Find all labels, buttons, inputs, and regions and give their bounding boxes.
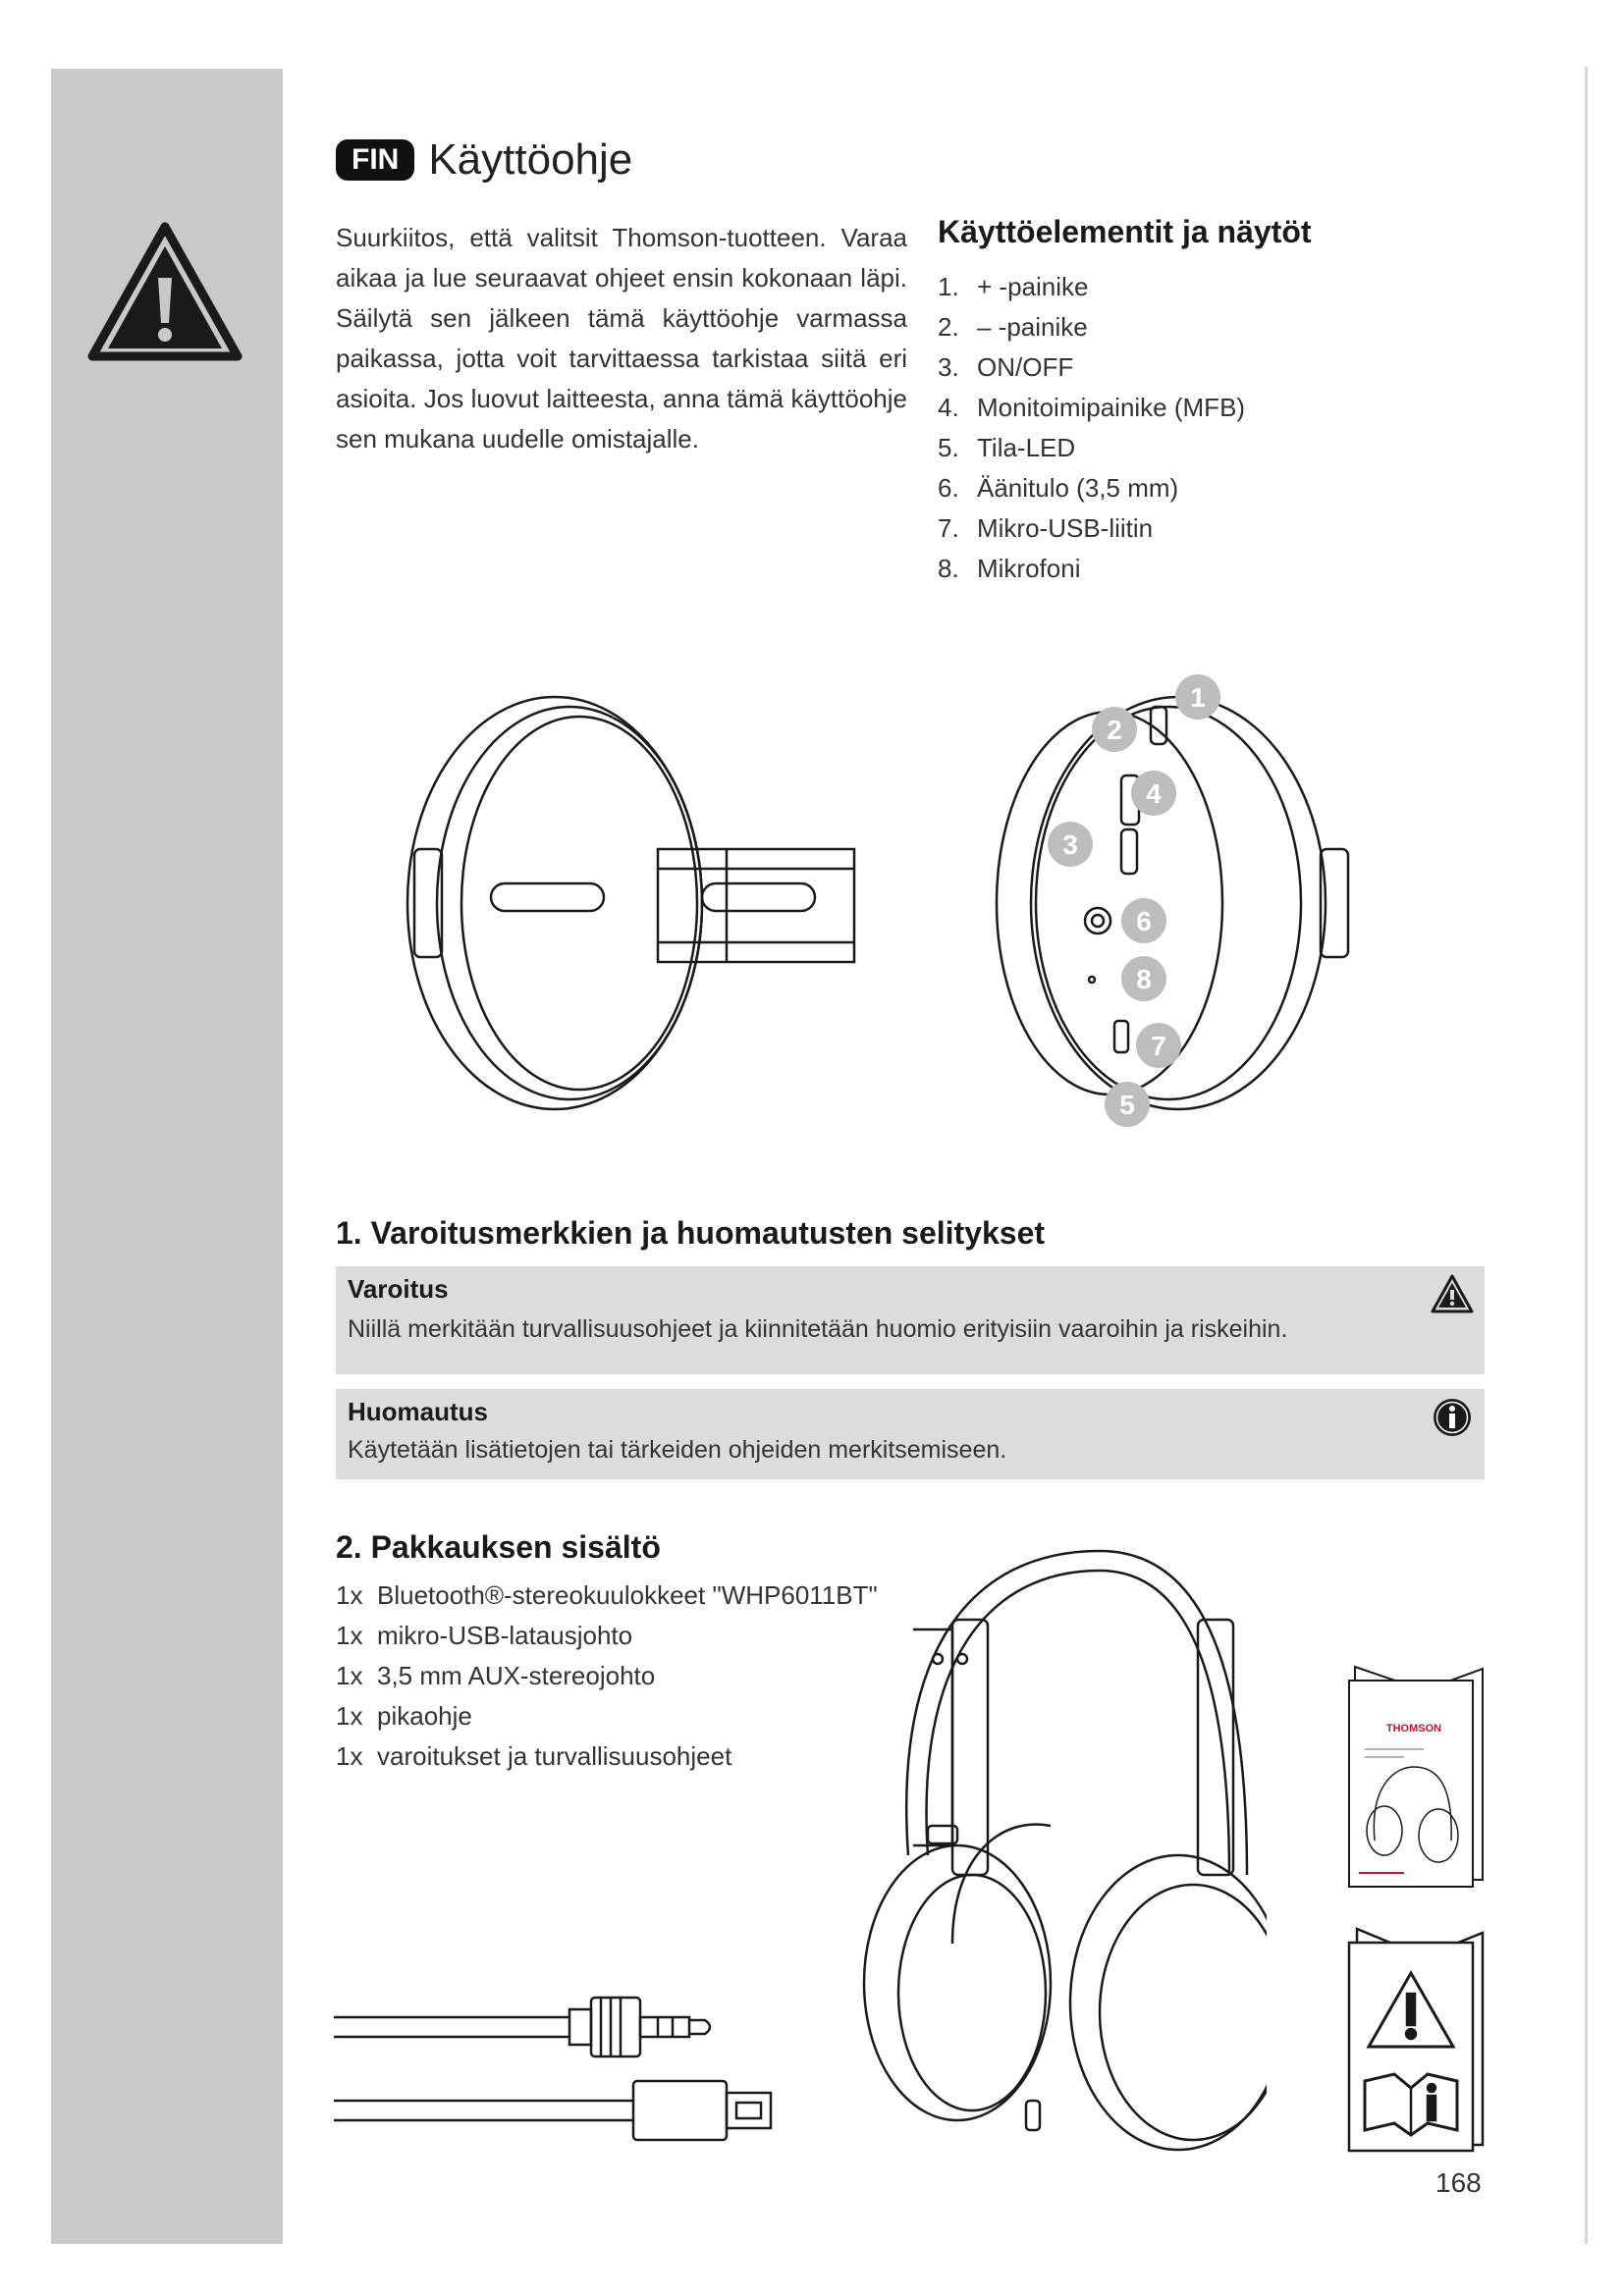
- control-item: 6. Äänitulo (3,5 mm): [938, 473, 1179, 503]
- warning-title: Varoitus: [348, 1274, 449, 1304]
- warning-triangle-icon: [86, 221, 244, 363]
- quick-guide-booklet: [1345, 1659, 1488, 1890]
- package-item: 1x pikaohje: [336, 1701, 472, 1731]
- note-text: Käytetään lisätietojen tai tärkeiden ohjeiden merkitsemiseen.: [348, 1436, 1007, 1464]
- callout-3: 3: [1062, 829, 1078, 860]
- intro-paragraph: Suurkiitos, että valitsit Thomson-tuotteen. Varaa aikaa ja lue seuraavat ohjeet ensin kokonaan läpi. Säilytä sen jälkeen tämä käyttöohje varmassa paikassa, jotta voit tarvittaessa tarkistaa siitä eri asioita. Jos luovut laitteesta, anna tämä käyttöohje sen mukana uudelle omistajalle.: [336, 223, 907, 454]
- page-title: Käyttöohje: [428, 135, 633, 184]
- right-margin-line: [1585, 67, 1588, 2244]
- package-item: 1x 3,5 mm AUX-stereojohto: [336, 1661, 656, 1690]
- callout-2: 2: [1107, 715, 1122, 745]
- page-number: 168: [1435, 2167, 1482, 2198]
- safety-instructions-booklet: [1345, 1919, 1488, 2155]
- control-item: 3. ON/OFF: [938, 352, 1074, 382]
- headphone-controls-diagram: [393, 667, 1375, 1139]
- callout-4: 4: [1146, 778, 1162, 809]
- cables-illustration: [334, 1973, 776, 2160]
- headphone-illustration: [854, 1531, 1267, 2160]
- warning-text: Niillä merkitään turvallisuusohjeet ja kiinnitetään huomio erityisiin vaaroihin ja riskeihin.: [348, 1315, 1288, 1343]
- callout-5: 5: [1119, 1090, 1135, 1120]
- control-item: 1. + -painike: [938, 272, 1089, 301]
- callout-6: 6: [1136, 906, 1152, 936]
- control-item: 8. Mikrofoni: [938, 554, 1081, 583]
- control-item: 7. Mikro-USB-liitin: [938, 513, 1154, 543]
- control-item: 5. Tila-LED: [938, 433, 1076, 462]
- callout-8: 8: [1136, 964, 1152, 994]
- callout-1: 1: [1190, 682, 1206, 713]
- info-icon: [1430, 1395, 1475, 1440]
- warning-box: [336, 1266, 1485, 1374]
- controls-heading: Käyttöelementit ja näytöt: [938, 214, 1312, 249]
- package-contents-list: [336, 1575, 878, 1777]
- controls-list: [938, 267, 1245, 589]
- note-box: [336, 1389, 1485, 1479]
- left-sidebar: [51, 69, 283, 2244]
- section2-heading: 2. Pakkauksen sisältö: [336, 1529, 661, 1565]
- control-item: 2. – -painike: [938, 312, 1088, 342]
- package-item: 1x mikro-USB-latausjohto: [336, 1621, 633, 1650]
- callout-7: 7: [1151, 1031, 1166, 1061]
- control-item: 4. Monitoimipainike (MFB): [938, 393, 1246, 422]
- booklet-brand: THOMSON: [1385, 1723, 1442, 1735]
- note-title: Huomautus: [348, 1397, 488, 1426]
- warning-icon: [1430, 1272, 1475, 1317]
- title-row: [336, 135, 632, 185]
- package-item: 1x varoitukset ja turvallisuusohjeet: [336, 1741, 732, 1771]
- language-badge: FIN: [336, 139, 414, 181]
- section1-heading: 1. Varoitusmerkkien ja huomautusten selitykset: [336, 1215, 1046, 1251]
- package-item: 1x Bluetooth®-stereokuulokkeet "WHP6011BT": [336, 1580, 878, 1610]
